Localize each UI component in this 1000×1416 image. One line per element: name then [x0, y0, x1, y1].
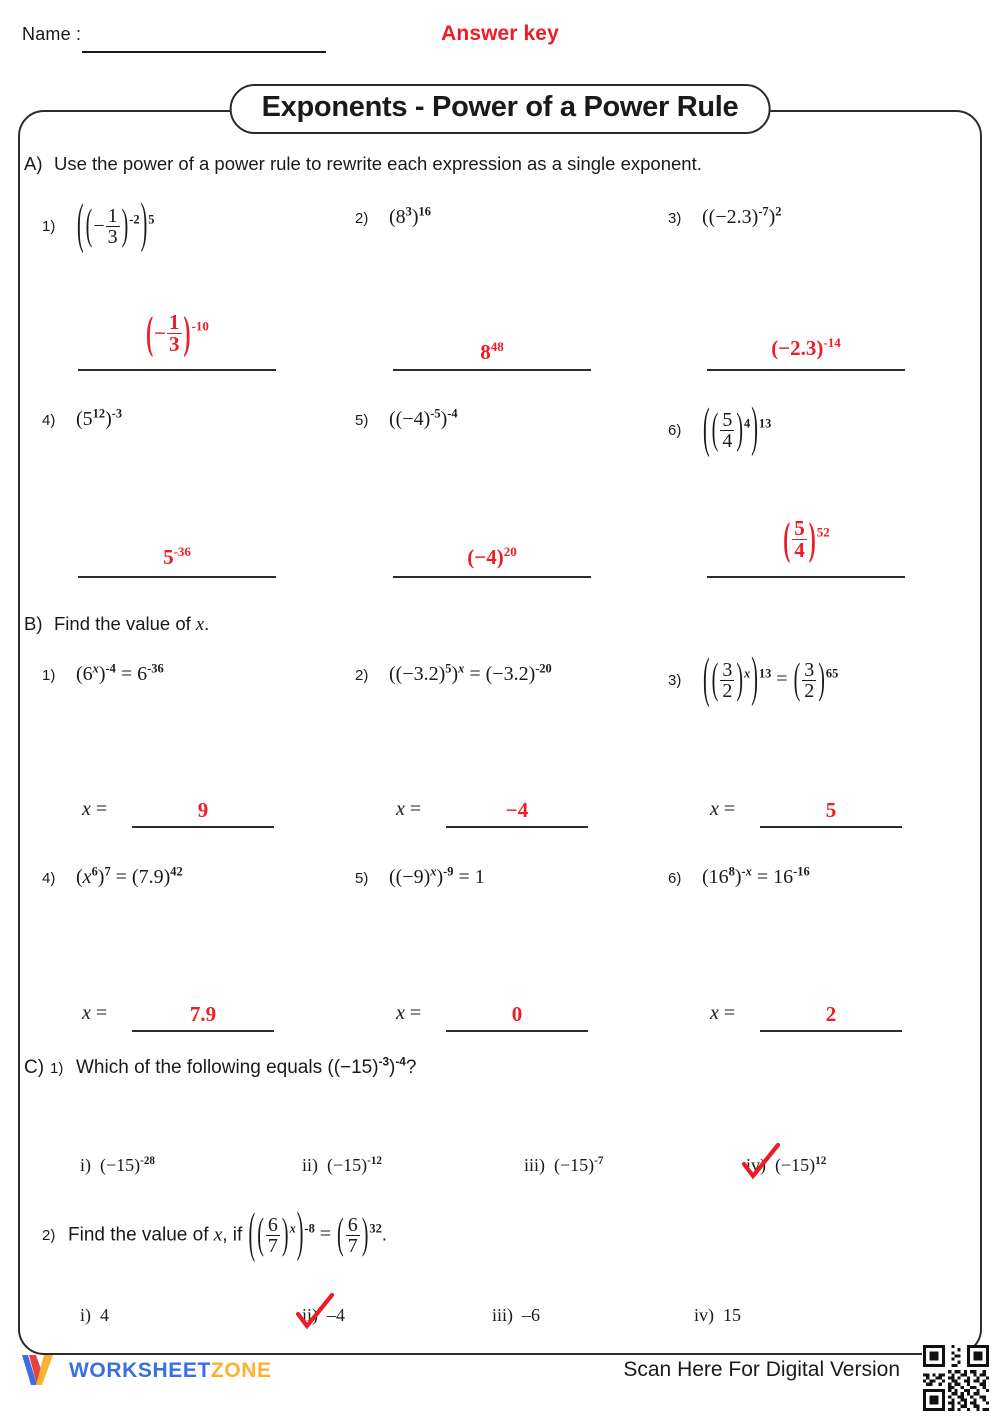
- b4-close: ): [97, 866, 105, 888]
- answer-b1: 9: [197, 798, 209, 822]
- section-c-q1-index: 1): [50, 1060, 64, 1077]
- c2-rhs-den: 7: [347, 1235, 358, 1258]
- a5-inner-exp: -5: [430, 406, 441, 421]
- option-c1-i[interactable]: [80, 1155, 155, 1176]
- b2-base: ((−3.2): [389, 663, 446, 685]
- option-c1-ii-label: ii): [302, 1155, 318, 1175]
- a2-base: (8: [389, 206, 406, 228]
- b3-eq: =: [776, 668, 788, 691]
- section-a-heading: [24, 153, 702, 175]
- c2-num: 6: [267, 1214, 278, 1236]
- answer-a2-exp: 48: [490, 339, 504, 354]
- page-header: [0, 0, 1000, 80]
- a3-base: ((−2.3): [702, 206, 759, 228]
- problem-b3-index: 3): [668, 672, 682, 690]
- x-equals-b1: =: [95, 798, 108, 820]
- x-label-b4: [82, 1002, 107, 1025]
- b3-rhs-den: 2: [804, 680, 815, 703]
- section-b-instruction-pre: Find the value of: [54, 613, 196, 634]
- problem-b6-index: 6): [668, 870, 682, 887]
- b2-eq: = (−3.2): [464, 663, 536, 685]
- a4-base: (5: [76, 408, 93, 430]
- a5-close: ): [440, 408, 448, 430]
- option-c2-ii-label: ii): [302, 1305, 318, 1325]
- b2-exp2: -20: [535, 661, 552, 676]
- option-c1-iii-label: iii): [524, 1155, 545, 1175]
- b4-eq: = (7.9): [110, 866, 171, 888]
- option-c1-iv-base: (−15): [775, 1155, 816, 1175]
- answer-blank-a3[interactable]: [707, 369, 905, 371]
- problem-a3: [668, 206, 781, 229]
- b5-exp1: -9: [443, 864, 454, 879]
- problem-a4-index: 4): [42, 412, 56, 429]
- x-var-b3: x: [710, 798, 719, 820]
- answer-key-badge: Answer key: [441, 22, 559, 45]
- problem-a2: [355, 206, 431, 229]
- b4-open: (: [76, 866, 83, 888]
- b2-close: ): [451, 663, 459, 685]
- answer-a6-den: 4: [794, 538, 805, 563]
- x-label-b2: [396, 798, 421, 821]
- answer-a2-base: 8: [480, 340, 491, 364]
- x-equals-b2: =: [409, 798, 422, 820]
- answer-a1-num: 1: [169, 310, 180, 334]
- option-c1-iii[interactable]: [524, 1155, 603, 1176]
- b4-exp2: 7: [104, 864, 111, 879]
- answer-blank-a2[interactable]: [393, 369, 591, 371]
- option-c2-i-value: 4: [100, 1305, 109, 1325]
- option-c2-iii[interactable]: [492, 1305, 540, 1326]
- answer-a4-base: 5: [163, 545, 174, 569]
- option-c1-i-label: i): [80, 1155, 91, 1175]
- answer-blank-a6[interactable]: [707, 576, 905, 578]
- problem-b5-index: 5): [355, 870, 369, 887]
- b3-exp2: 65: [825, 666, 839, 681]
- option-c1-iv-exp: 12: [815, 1155, 827, 1167]
- c2-equals: =: [319, 1223, 332, 1246]
- option-c2-ii[interactable]: [302, 1305, 345, 1326]
- a3-outer-exp: 2: [775, 204, 782, 219]
- problem-b4: [42, 866, 183, 889]
- section-a-letter: A): [24, 153, 43, 174]
- problem-a2-index: 2): [355, 210, 369, 227]
- a3-inner-exp: -7: [758, 204, 769, 219]
- b6-exp3: -16: [793, 864, 810, 879]
- b3-num: 3: [722, 659, 733, 681]
- answer-blank-b4[interactable]: [132, 1030, 274, 1032]
- section-c-q1-exp-in: -3: [378, 1055, 390, 1069]
- a5-base: ((−4): [389, 408, 431, 430]
- a2-close: ): [411, 206, 419, 228]
- x-label-b6: [710, 1002, 735, 1025]
- x-label-b5: [396, 1002, 421, 1025]
- b6-exp1: 8: [728, 864, 735, 879]
- answer-a6: ( $\frac{5}{4}$ ) $^{52}$: [783, 513, 830, 565]
- a1-num: 1: [107, 205, 118, 227]
- b6-exp2: -x: [741, 864, 752, 879]
- a4-outer-exp: -3: [111, 406, 123, 421]
- b1-exp2: -36: [147, 661, 164, 676]
- x-var-b4: x: [82, 1002, 91, 1024]
- problem-a1-index: 1): [42, 218, 56, 236]
- a3-close: ): [768, 206, 776, 228]
- problem-b5: [355, 866, 485, 889]
- option-c2-i[interactable]: [80, 1305, 109, 1326]
- problem-b4-index: 4): [42, 870, 56, 887]
- worksheet-title-pill: [230, 84, 771, 134]
- answer-blank-b5[interactable]: [446, 1030, 588, 1032]
- option-c2-i-label: i): [80, 1305, 91, 1325]
- b2-x: x: [458, 661, 465, 676]
- option-c2-iii-value: –6: [522, 1305, 540, 1325]
- b3-den: 2: [722, 680, 733, 703]
- a2-outer-exp: 16: [418, 204, 431, 219]
- b6-base: (16: [702, 866, 729, 888]
- answer-a1: ( − $\frac{1}{3}$ ) $^{-10}$: [146, 307, 209, 359]
- option-c1-iv-label: iv): [746, 1155, 766, 1175]
- b4-exp3: 42: [170, 864, 183, 879]
- x-var-b6: x: [710, 1002, 719, 1024]
- b5-base: ((−9): [389, 866, 431, 888]
- section-c-q2-heading: 2) Find the value of x, if ( ( $\frac{6}{7}$ ) $^x$)$^{-8}$ = ( $\frac{6}{7}$ ) $^{32}$.: [42, 1203, 388, 1265]
- page-title: Exponents - Power of a Power Rule: [261, 91, 739, 123]
- section-c-q2-text-end: .: [381, 1224, 388, 1246]
- c2-exp-x: x: [289, 1221, 296, 1236]
- section-c-letter: C): [24, 1057, 45, 1078]
- option-c1-i-exp: -28: [140, 1155, 156, 1167]
- x-label-b1: [82, 798, 107, 821]
- a4-inner-exp: 12: [92, 406, 106, 421]
- a6-inner-exp: 4: [744, 416, 751, 431]
- b6-eq: = 16: [751, 866, 794, 888]
- option-c2-iii-label: iii): [492, 1305, 513, 1325]
- section-b-instruction-post: .: [204, 613, 210, 634]
- answer-a5-exp: 20: [503, 544, 517, 559]
- a1-inner-exp: -2: [129, 212, 140, 227]
- x-equals-b5: =: [409, 1002, 422, 1024]
- section-c-q2-text-mid: , if: [222, 1224, 248, 1246]
- option-c1-ii[interactable]: [302, 1155, 382, 1176]
- section-b-instruction-var: x: [195, 615, 205, 635]
- problem-b2: [355, 663, 552, 686]
- problem-a5: [355, 408, 458, 431]
- problem-b2-index: 2): [355, 667, 369, 684]
- option-c2-ii-value: –4: [327, 1305, 345, 1325]
- a1-den: 3: [107, 226, 118, 249]
- x-var-b2: x: [396, 798, 405, 820]
- section-c-q1-text-pre: Which of the following equals ((−15): [76, 1057, 379, 1078]
- answer-blank-b3[interactable]: [760, 826, 902, 828]
- section-c-q1-text-post: ?: [405, 1057, 417, 1078]
- scan-instruction: Scan Here For Digital Version: [623, 1358, 900, 1381]
- x-var-b1: x: [82, 798, 91, 820]
- name-input-line[interactable]: [82, 51, 326, 53]
- answer-a3-base: (−2.3): [771, 336, 824, 360]
- b1-eq: = 6: [115, 663, 148, 685]
- x-var-b5: x: [396, 1002, 405, 1024]
- b5-x: x: [430, 864, 437, 879]
- name-label: Name :: [22, 24, 82, 44]
- answer-blank-b1[interactable]: [132, 826, 274, 828]
- answer-a1-den: 3: [169, 332, 180, 357]
- b3-exp1: 13: [758, 666, 772, 681]
- answer-b2: −4: [505, 798, 529, 822]
- answer-blank-a1[interactable]: [78, 369, 276, 371]
- answer-b3: 5: [825, 798, 837, 822]
- b4-x: x: [82, 866, 92, 888]
- answer-blank-b2[interactable]: [446, 826, 588, 828]
- option-c2-iv-label: iv): [694, 1305, 714, 1325]
- section-b-letter: B): [24, 613, 43, 634]
- b5-close: ): [436, 866, 444, 888]
- brand-zone: ZONE: [210, 1359, 272, 1382]
- brand-logo-text: [69, 1359, 272, 1383]
- option-c1-ii-base: (−15): [327, 1155, 368, 1175]
- answer-blank-b6[interactable]: [760, 1030, 902, 1032]
- problem-a6: 6) ( ( $\frac{5}{4}$ ) $^4$)$^{13}$: [668, 398, 772, 460]
- problem-a6-index: 6): [668, 422, 682, 440]
- answer-blank-a4[interactable]: [78, 576, 276, 578]
- b6-close: ): [734, 866, 742, 888]
- x-equals-b4: =: [95, 1002, 108, 1024]
- problem-b1: [42, 663, 164, 686]
- qr-code[interactable]: [922, 1345, 990, 1411]
- answer-a4: [78, 545, 276, 570]
- a6-num: 5: [722, 409, 733, 431]
- option-c1-i-base: (−15): [100, 1155, 141, 1175]
- answer-blank-a5[interactable]: [393, 576, 591, 578]
- a2-inner-exp: 3: [405, 204, 412, 219]
- worksheet-zone-mark-icon: [20, 1352, 60, 1390]
- b3-rhs-num: 3: [804, 659, 815, 681]
- c2-rhs-num: 6: [347, 1214, 358, 1236]
- brand-worksheet: WORKSHEET: [69, 1359, 211, 1382]
- answer-b5: 0: [511, 1002, 523, 1026]
- problem-a3-index: 3): [668, 210, 682, 227]
- b3-x: x: [744, 666, 751, 681]
- answer-a4-exp: -36: [173, 544, 191, 559]
- section-c-q1-heading: [24, 1057, 416, 1079]
- section-c-q1-exp-out: -4: [395, 1055, 406, 1069]
- answer-b6: 2: [825, 1002, 837, 1026]
- section-c-q1-text-mid: ): [389, 1057, 396, 1078]
- answer-a3: [707, 336, 905, 361]
- option-c2-iv-value: 15: [723, 1305, 741, 1325]
- brand-logo[interactable]: [20, 1352, 272, 1390]
- option-c1-iv[interactable]: [746, 1155, 826, 1176]
- section-a-instruction: Use the power of a power rule to rewrite each expression as a single exponent.: [54, 153, 702, 174]
- section-c-q2-index: 2): [42, 1227, 56, 1245]
- answer-a3-exp: -14: [823, 335, 841, 350]
- c2-exp-out: -8: [304, 1221, 315, 1236]
- problem-b3: 3) ( ( $\frac{3}{2}$ ) $^x$)$^{13}$ = ( $\frac{3}{2}$ ) $^{65}$: [668, 648, 839, 710]
- answer-a1-exp: -10: [191, 318, 209, 334]
- a5-outer-exp: -4: [447, 406, 458, 421]
- section-c-q2-var: x: [213, 1224, 223, 1246]
- answer-a5-base: (−4): [467, 545, 504, 569]
- worksheet-frame: [18, 91, 982, 1355]
- answer-a5: [393, 545, 591, 570]
- problem-a1: 1) ( ( − $\frac{1}{3}$ ) $^{-2}$)$^5$: [42, 194, 155, 256]
- a1-outer-exp: 5: [148, 212, 155, 227]
- option-c1-iii-base: (−15): [554, 1155, 595, 1175]
- x-equals-b6: =: [723, 1002, 736, 1024]
- problem-a4: [42, 408, 122, 431]
- b2-exp1: 5: [445, 661, 452, 676]
- b1-x: x: [92, 661, 99, 676]
- option-c1-ii-exp: -12: [367, 1155, 383, 1167]
- section-c-q2-text-pre: Find the value of: [68, 1224, 214, 1246]
- b5-eq: = 1: [453, 866, 485, 888]
- b1-close: ): [98, 663, 106, 685]
- answer-a6-exp: 52: [816, 524, 830, 540]
- answer-b4: 7.9: [189, 1002, 217, 1026]
- c2-rhs-exp: 32: [369, 1221, 382, 1236]
- b4-exp1: 6: [91, 864, 98, 879]
- x-equals-b3: =: [723, 798, 736, 820]
- b1-exp1: -4: [105, 661, 116, 676]
- problem-b6: [668, 866, 810, 889]
- b1-base: (6: [76, 663, 93, 685]
- a6-outer-exp: 13: [758, 416, 772, 431]
- problem-a5-index: 5): [355, 412, 369, 429]
- a4-close: ): [105, 408, 112, 430]
- x-label-b3: [710, 798, 735, 821]
- option-c1-iii-exp: -7: [594, 1155, 604, 1167]
- problem-b1-index: 1): [42, 667, 56, 684]
- answer-a6-num: 5: [794, 516, 805, 540]
- c2-den: 7: [267, 1235, 278, 1258]
- answer-a2: [393, 340, 591, 365]
- a6-den: 4: [722, 430, 733, 453]
- option-c2-iv[interactable]: [694, 1305, 741, 1326]
- section-b-heading: [24, 613, 209, 636]
